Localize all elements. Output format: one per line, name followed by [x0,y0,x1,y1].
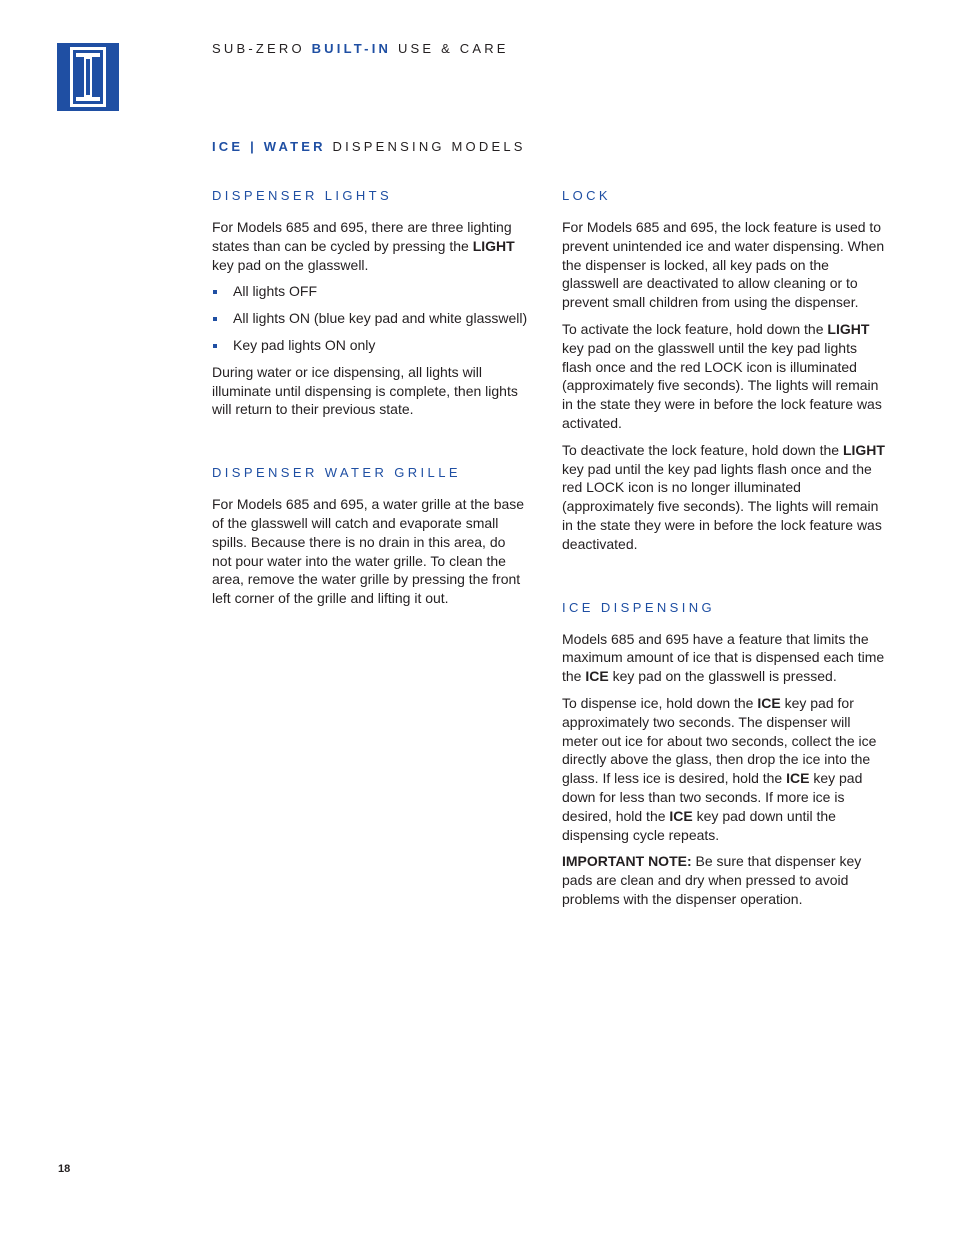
list-item-text: Key pad lights ON only [233,336,376,353]
brand-accent: BUILT-IN [311,41,392,56]
lock-p3-text-end: key pad until the key pad lights flash once and the red LOCK icon is no longer illuminated (approximately five seconds). The lights will remain in the state they were in before the lock feature was deactivated. [562,460,882,552]
right-column [562,188,887,955]
lock-paragraph-1: For Models 685 and 695, the lock feature is used to prevent unintended ice and water dispensing. When the dispenser is locked, all key pads on the glasswell are deactivated to allow cleaning or to prevent small children from using the dispenser. [562,219,885,311]
brand-name: SUB-ZERO [212,41,305,56]
page-number: 18 [58,1163,71,1175]
list-item-text: All lights ON (blue key pad and white glasswell) [233,310,528,327]
water-grille-section [212,465,528,608]
ice-p2-text-a: To dispense ice, hold down the [562,694,758,711]
list-item [212,336,528,355]
ice-p2-text-d: key pad down until the dispensing cycle repeats. [562,807,836,843]
water-grille-body: For Models 685 and 695, a water grille at the base of the glasswell will catch and evaporate small spills. Because there is no drain in this area, do not pour water into the water grille. To clean the area, remove the water grille by pressing the front left corner of the grille and lifting it out. [212,496,525,607]
bullet-icon [213,344,217,348]
ice-p2-bold-1: ICE [757,694,781,711]
water-grille-heading: DISPENSER WATER GRILLE [212,465,461,481]
section-title [212,139,526,154]
lock-p2-text-end: key pad on the glasswell until the key pad lights flash once and the red LOCK icon is illuminated (approximately five seconds). The lights will remain in the state they were in before the lock feature was activated. [562,339,882,431]
sub-zero-logo-icon [57,43,119,111]
lock-p3-text: To deactivate the lock feature, hold down the [562,441,843,458]
ice-paragraph-1 [562,630,887,686]
lock-p3-bold: LIGHT [842,441,885,458]
important-note [562,852,887,908]
lock-heading: LOCK [562,188,612,203]
lock-paragraph-2 [562,320,887,433]
section-title-rest: DISPENSING MODELS [332,139,526,154]
ice-p2-text-c: key pad down for less than two seconds. If more ice is desired, hold the [562,770,863,824]
section-title-accent: ICE | WATER [212,139,326,154]
lock-p2-bold: LIGHT [827,320,870,337]
bullet-icon [213,317,217,321]
ice-p2-bold-3: ICE [669,807,693,824]
intro-bold: LIGHT [472,237,515,254]
ice-p1-text-end: key pad on the glasswell is pressed. [608,668,837,685]
ice-dispensing-section [562,600,887,909]
running-header [212,41,509,56]
bullet-icon [213,290,217,294]
ice-p1-text: Models 685 and 695 have a feature that limits the maximum amount of ice that is dispensed each time the [562,630,885,685]
dispenser-lights-heading: DISPENSER LIGHTS [212,188,393,203]
list-item [212,309,528,328]
intro-text: For Models 685 and 695, there are three lighting states than can be cycled by pressing the [212,219,512,254]
dispenser-lights-intro [212,218,528,274]
important-note-text: Be sure that dispenser key pads are clean and dry when pressed to avoid problems with the dispenser operation. [562,853,862,907]
lighting-states-list [212,282,528,354]
dispenser-lights-section [212,188,528,419]
lock-section [562,188,887,554]
ice-p2-bold-2: ICE [786,770,810,787]
left-column [212,188,528,654]
brand-rest: USE & CARE [397,41,509,56]
ice-paragraph-2 [562,694,887,844]
list-item [212,282,528,301]
lock-p2-text: To activate the lock feature, hold down the [562,320,828,337]
ice-p1-bold: ICE [585,668,609,685]
important-note-label: IMPORTANT NOTE: [562,853,692,870]
list-item-text: All lights OFF [233,283,318,300]
intro-text-end: key pad on the glasswell. [212,256,369,273]
lock-paragraph-3 [562,441,887,554]
dispenser-lights-outro: During water or ice dispensing, all lights will illuminate until dispensing is complete, then lights will return to their previous state. [212,363,518,418]
ice-p2-text-b: key pad for approximately two seconds. The dispenser will meter out ice for about two seconds, collect the ice directly above the glass, then drop the ice into the glass. If less ice is desired, hold the [562,694,877,787]
ice-dispensing-heading: ICE DISPENSING [562,599,716,615]
